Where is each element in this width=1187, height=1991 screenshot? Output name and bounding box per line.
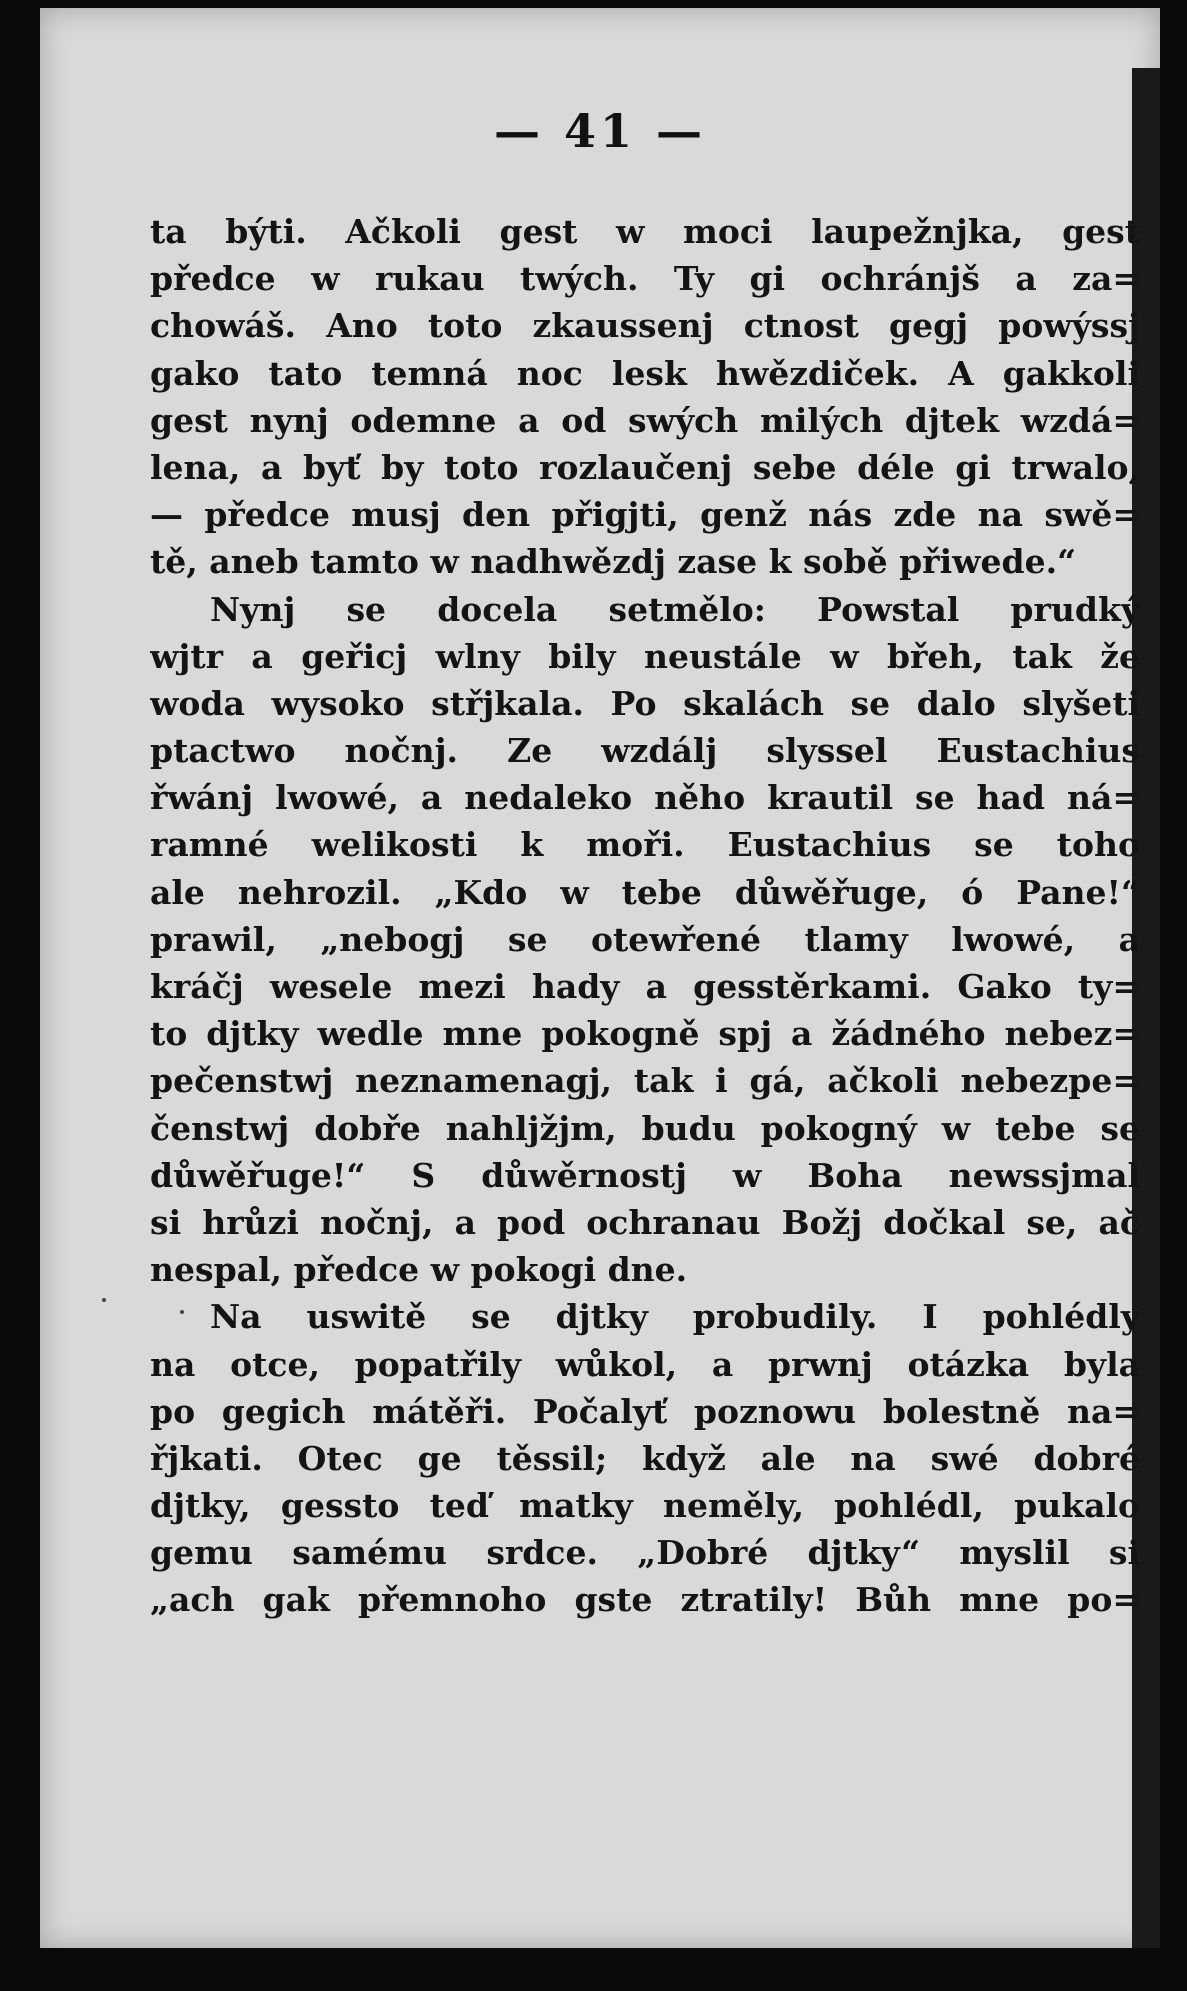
- text-line: na otce, popatřily wůkol, a prwnj otázka byla: [150, 1344, 1140, 1384]
- text-line: to djtky wedle mne pokogně spj a žádného nebez=: [150, 1014, 1140, 1054]
- text-line: chowáš. Ano toto zkaussenj ctnost gegj powýssj: [150, 306, 1140, 346]
- text-line: předce w rukau twých. Ty gi ochránjš a za=: [150, 259, 1140, 299]
- paragraph-start-line: Na uswitě se djtky probudily. I pohlédly: [210, 1297, 1140, 1337]
- page-number: — 41 —: [493, 104, 707, 158]
- text-line: řwánj lwowé, a nedaleko něho krautil se had ná=: [150, 778, 1140, 818]
- text-line: gako tato temná noc lesk hwězdiček. A gakkoli: [150, 353, 1140, 393]
- text-line: čenstwj dobře nahljžjm, budu pokogný w tebe se: [150, 1108, 1140, 1148]
- text-line: gemu samému srdce. „Dobré djtky“ myslil si: [150, 1533, 1140, 1573]
- text-line: prawil, „nebogj se otewřené tlamy lwowé, a: [150, 919, 1140, 959]
- text-line: řjkati. Otec ge těssil; když ale na swé dobré: [150, 1438, 1140, 1478]
- text-line: ptactwo nočnj. Ze wzdálj slyssel Eustachius: [150, 731, 1140, 771]
- text-line: nespal, předce w pokogi dne.: [150, 1250, 688, 1290]
- text-line: „ach gak přemnoho gste ztratily! Bůh mne po=: [150, 1580, 1140, 1620]
- text-line: lena, a byť by toto rozlaučenj sebe déle gi trwalo,: [150, 447, 1140, 487]
- text-line: gest nynj odemne a od swých milých djtek wzdá=: [150, 400, 1140, 440]
- text-line: důwěřuge!“ S důwěrnostj w Boha newssjmal: [150, 1155, 1140, 1195]
- text-line: woda wysoko střjkala. Po skalách se dalo slyšeti: [150, 683, 1140, 723]
- text-line: ale nehrozil. „Kdo w tebe důwěřuge, ó Pane!“: [150, 872, 1140, 912]
- paragraph-start-line: Nynj se docela setmělo: Powstal prudký: [210, 589, 1140, 629]
- text-line: — předce musj den přigjti, genž nás zde na swě=: [150, 495, 1140, 535]
- text-line: kráčj wesele mezi hady a gesstěrkami. Gako ty=: [150, 967, 1140, 1006]
- paper-speck: [102, 1298, 106, 1302]
- body-text: [150, 208, 1140, 1624]
- text-line: ta býti. Ačkoli gest w moci laupežnjka, gest: [150, 212, 1140, 251]
- book-page: [40, 8, 1160, 1948]
- text-line: ramné welikosti k moři. Eustachius se toho: [150, 825, 1140, 865]
- text-line: si hrůzi nočnj, a pod ochranau Božj dočkal se, ač: [150, 1202, 1140, 1242]
- text-line: pečenstwj neznamenagj, tak i gá, ačkoli nebezpe=: [150, 1061, 1140, 1101]
- text-line: djtky, gessto teď matky neměly, pohlédl, pukalo: [150, 1486, 1140, 1526]
- text-line: wjtr a geřicj wlny bily neustále w břeh, tak že: [150, 636, 1140, 676]
- text-line: tě, aneb tamto w nadhwězdj zase k sobě přiwede.“: [150, 542, 1077, 582]
- text-line: po gegich mátěři. Počalyť poznowu bolestně na=: [150, 1391, 1140, 1431]
- paper-speck: [180, 1310, 184, 1314]
